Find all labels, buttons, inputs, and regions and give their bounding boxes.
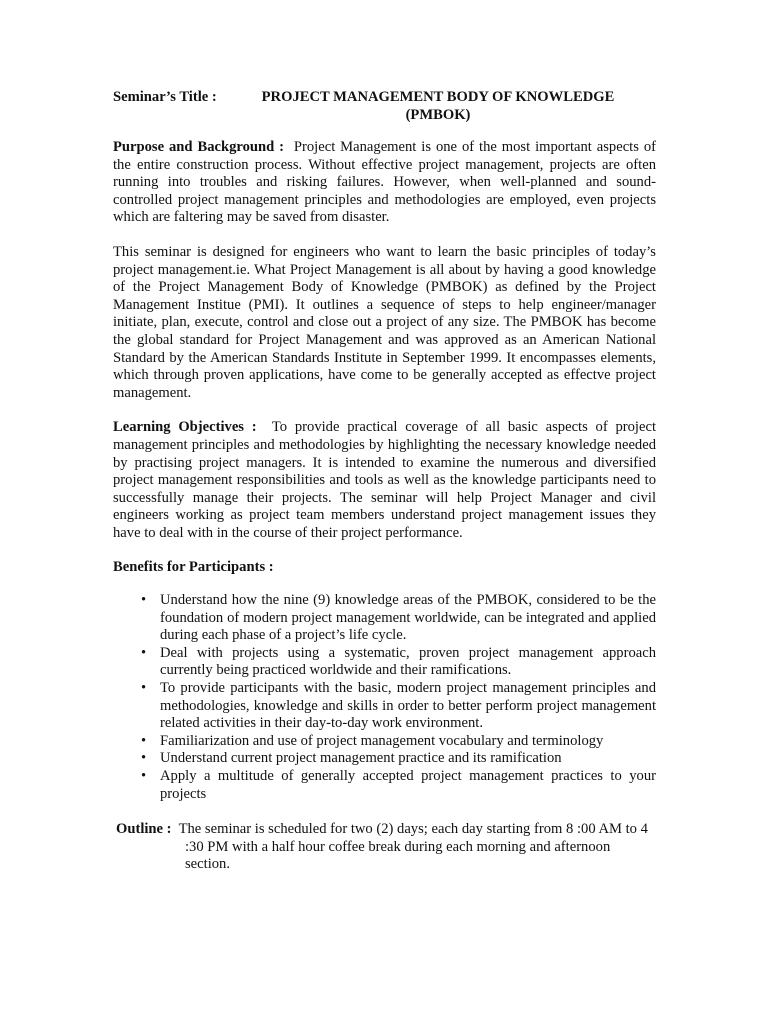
purpose-paragraph — [113, 139, 656, 227]
list-item: • Understand current project management practice and its ramification — [141, 750, 562, 767]
outline-section — [116, 821, 656, 874]
document-page — [113, 89, 656, 874]
list-item: • Deal with projects using a systematic, proven project management approach currently being practiced worldwide and their ramifications. — [141, 644, 656, 679]
bullet-icon: • — [141, 750, 147, 767]
benefits-list — [113, 592, 656, 803]
outline-text: The seminar is scheduled for two (2) days; each day starting from 8 :00 AM to 4 :30 PM with a half hour coffee break during each morning and afternoon section. — [178, 821, 648, 873]
seminar-title-line2: (PMBOK) — [405, 106, 471, 123]
benefits-heading: Benefits for Participants : — [113, 559, 274, 576]
purpose-text: Project Management is one of the most important aspects of the entire construction process. Without effective project management, projects are often running into troubles and risking failures. However, when well-planned and sound-controlled project management principles and methodologies are employed, even projects which are faltering may be saved from disaster. — [113, 139, 656, 226]
seminar-title-line1: PROJECT MANAGEMENT BODY OF KNOWLEDGE — [261, 89, 615, 105]
purpose-heading: Purpose and Background : — [113, 139, 285, 155]
outline-paragraph — [116, 821, 656, 874]
intro-paragraph: This seminar is designed for engineers who want to learn the basic principles of today’s project management.ie. What Project Management is all about by having a good knowledge of the Project Management Body of Knowledge (PMBOK) as defined by the Project Management Institue (PMI). It outlines a sequence of steps to help engineer/manager initiate, plan, execute, control and close out a project of any size. The PMBOK has become the global standard for Project Management and was approved as an American National Standard by the American Standards Institute in September 1999. It encompasses elements, which through proven applications, have come to be generally accepted as effectve project management. — [113, 243, 656, 401]
seminar-title-row — [113, 89, 656, 125]
seminar-title-label: Seminar’s Title : — [113, 89, 217, 105]
list-item: • To provide participants with the basic, modern project management principles and methodologies, knowledge and skills in order to better perform project management related activities in their day-to-day work environment. — [141, 680, 656, 732]
list-item: • Understand how the nine (9) knowledge areas of the PMBOK, considered to be the foundation of modern project management worldwide, can be integrated and applied during each phase of a project’s life cycle. — [141, 592, 656, 644]
outline-heading: Outline : — [116, 821, 172, 838]
objectives-heading: Learning Objectives : — [113, 419, 257, 436]
objectives-text: To provide practical coverage of all basic aspects of project management principles and methodologies by highlighting the necessary knowledge needed by practising project managers. It is intended to examine the numerous and diversified project management responsibilities and tools as well as the knowledge participants need to successfully manage their projects. The seminar will help Project Manager and civil engineers working as project team members understand project management issues they have to deal with in the course of their project performance. — [113, 419, 656, 541]
bullet-icon: • — [141, 732, 147, 749]
bullet-icon: • — [141, 680, 147, 697]
objectives-paragraph — [113, 419, 656, 542]
bullet-icon: • — [141, 644, 147, 661]
bullet-icon: • — [141, 592, 147, 609]
seminar-title — [255, 89, 621, 124]
bullet-icon: • — [141, 768, 147, 784]
list-item: • Apply a multitude of generally accepted project management practices to your projects — [141, 768, 656, 802]
list-item: • Familiarization and use of project management vocabulary and terminology — [141, 732, 604, 749]
